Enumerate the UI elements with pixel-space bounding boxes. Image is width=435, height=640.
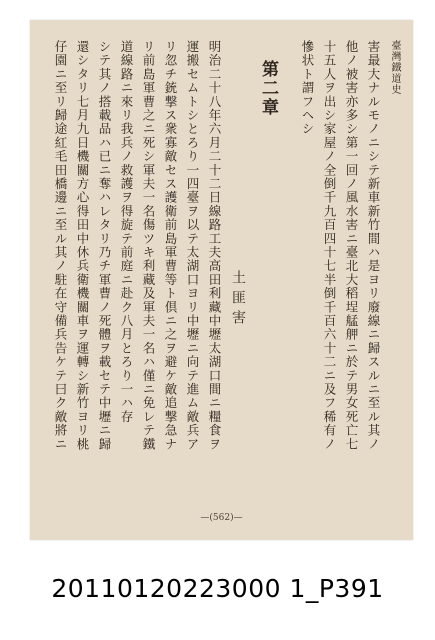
body-column-l4: リ前島軍曹之ニ死シ軍夫一名傷ツキ利藏及軍夫一名ハ僅ニ免レテ鐵	[141, 40, 156, 451]
body-column-l7: 還シタリ七月九日機關方心得田中休兵衛機關車ヲ運轉シ新竹ヨリ桃	[75, 40, 90, 451]
section-title: 土匪害	[230, 270, 246, 330]
body-column-l6: シテ其ノ搭載品ハ已ニ奪ハレタリ乃チ軍曹ノ死體ヲ載セテ中壢ニ歸	[97, 40, 112, 451]
body-column-r4: 慘状ト謂フヘシ	[300, 40, 315, 136]
page-number: —(562)—	[200, 513, 243, 523]
body-column-r3: 十五人ヲ出シ家屋ノ全倒千九百四十七半倒千百六十二ニ及フ稀有ノ	[322, 40, 337, 451]
chapter-title: 第二章	[258, 60, 278, 117]
body-column-r1: 害最大ナルモノニシテ新車新竹間ハ是ヨリ廢線ニ歸スルニ至ル其ノ	[366, 40, 381, 451]
body-column-l1: 明治二十八年六月二十二日線路工夫高田利藏中壢太湖口間ニ糧食ヲ	[207, 40, 222, 451]
accession-number: 20110120223000 1_P391	[51, 574, 384, 603]
document-page	[30, 20, 413, 540]
body-column-l8: 仔園ニ至リ歸途紅毛田橋邊ニ至ル其ノ駐在守備兵告ケテ曰ク敵將ニ	[53, 40, 68, 451]
body-column-l5: 道線路ニ來リ我兵ノ救護ヲ得旋テ前庭ニ赴ク八月とろり一ハ存	[119, 40, 134, 424]
body-column-l3: リ忽チ銃撃ス衆寡敵セス護衛前島軍曹等ト倶ニ之ヲ避ケ敵追撃急ナ	[163, 40, 178, 451]
body-column-l2: 運搬セムトシとろり一四臺ヲ以テ太湖口ヨリ中壢ニ向テ進ム敵兵ア	[185, 40, 200, 451]
running-title: 臺灣鐵道史	[389, 40, 400, 95]
body-column-r2: 他ノ被害亦多シ第一回ノ風水害ニ臺北大稻埕艋舺ニ於テ男女死亡七	[344, 40, 359, 451]
